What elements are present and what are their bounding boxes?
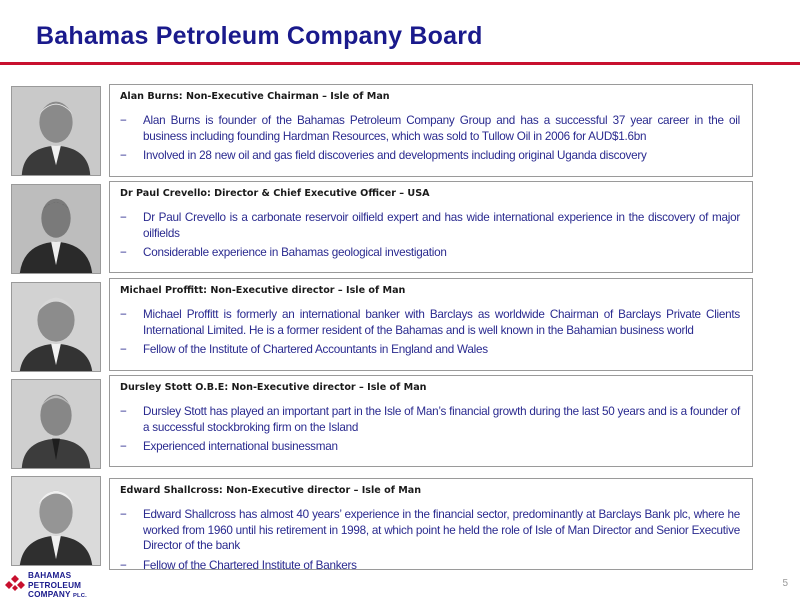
logo-line-2: PETROLEUM <box>28 580 82 590</box>
bio-bullet: − Fellow of the Chartered Institute of Bankers <box>120 558 357 572</box>
bio-bullet: − Edward Shallcross has almost 40 years’ experience in the financial sector, predominantly at Barclays Bank plc, where he worked from 1960 until his retirement in 1998, at which point he held the role of Isle of Man Director and Senior Executive Director of the bank <box>120 508 740 552</box>
diamond-cluster-icon <box>4 573 26 595</box>
bio-bullet: − Fellow of the Institute of Chartered Accountants in England and Wales <box>120 343 488 356</box>
bio-bullet: − Michael Proffitt is formerly an international banker with Barclays as worldwide Chairman of Barclays Private Clients International Limited. He is a former resident of the Bahamas and is well known in the Bahamian business world <box>120 308 740 337</box>
title-divider <box>0 62 800 65</box>
bio-heading: Alan Burns: Non-Executive Chairman – Isle of Man <box>120 91 390 102</box>
bio-bullet: − Considerable experience in Bahamas geological investigation <box>120 246 447 259</box>
bio-bullet: − Alan Burns is founder of the Bahamas Petroleum Company Group and has a successful 37 year career in the oil business including founding Hardman Resources, which was sold to Tullow Oil in 2006 for AUD$1.6bn <box>120 114 740 143</box>
bio-heading: Edward Shallcross: Non-Executive director – Isle of Man <box>120 485 422 496</box>
bio-box-alan-burns <box>109 84 753 177</box>
logo-line-1: BAHAMAS <box>28 571 72 580</box>
bio-box-dursley-stott <box>109 375 753 467</box>
portrait-photo-paul-crevello <box>11 184 101 274</box>
bio-bullet: − Experienced international businessman <box>120 440 338 453</box>
bio-bullet: − Involved in 28 new oil and gas field discoveries and developments including original Uganda discovery <box>120 149 647 162</box>
page-number: 5 <box>782 578 788 589</box>
bio-bullet: − Dr Paul Crevello is a carbonate reservoir oilfield expert and has wide international experience in the discovery of major oilfields <box>120 211 740 240</box>
bio-bullet: − Dursley Stott has played an important part in the Isle of Man’s financial growth during the last 50 years and is a founder of a successful stockbroking firm on the Island <box>120 405 740 434</box>
bio-heading: Dr Paul Crevello: Director & Chief Executive Officer – USA <box>120 188 430 199</box>
portrait-photo-alan-burns <box>11 86 101 176</box>
portrait-photo-edward-shallcross <box>11 476 101 566</box>
portrait-photo-michael-proffitt <box>11 282 101 372</box>
bio-heading: Dursley Stott O.B.E: Non-Executive director – Isle of Man <box>120 382 427 393</box>
page-title: Bahamas Petroleum Company Board <box>36 22 483 50</box>
bio-heading: Michael Proffitt: Non-Executive director – Isle of Man <box>120 285 406 296</box>
portrait-photo-dursley-stott <box>11 379 101 469</box>
logo-line-3: COMPANY PLC. <box>28 590 87 600</box>
company-logo <box>4 571 104 600</box>
bio-box-edward-shallcross <box>109 478 753 570</box>
bio-box-paul-crevello <box>109 181 753 273</box>
bio-box-michael-proffitt <box>109 278 753 371</box>
